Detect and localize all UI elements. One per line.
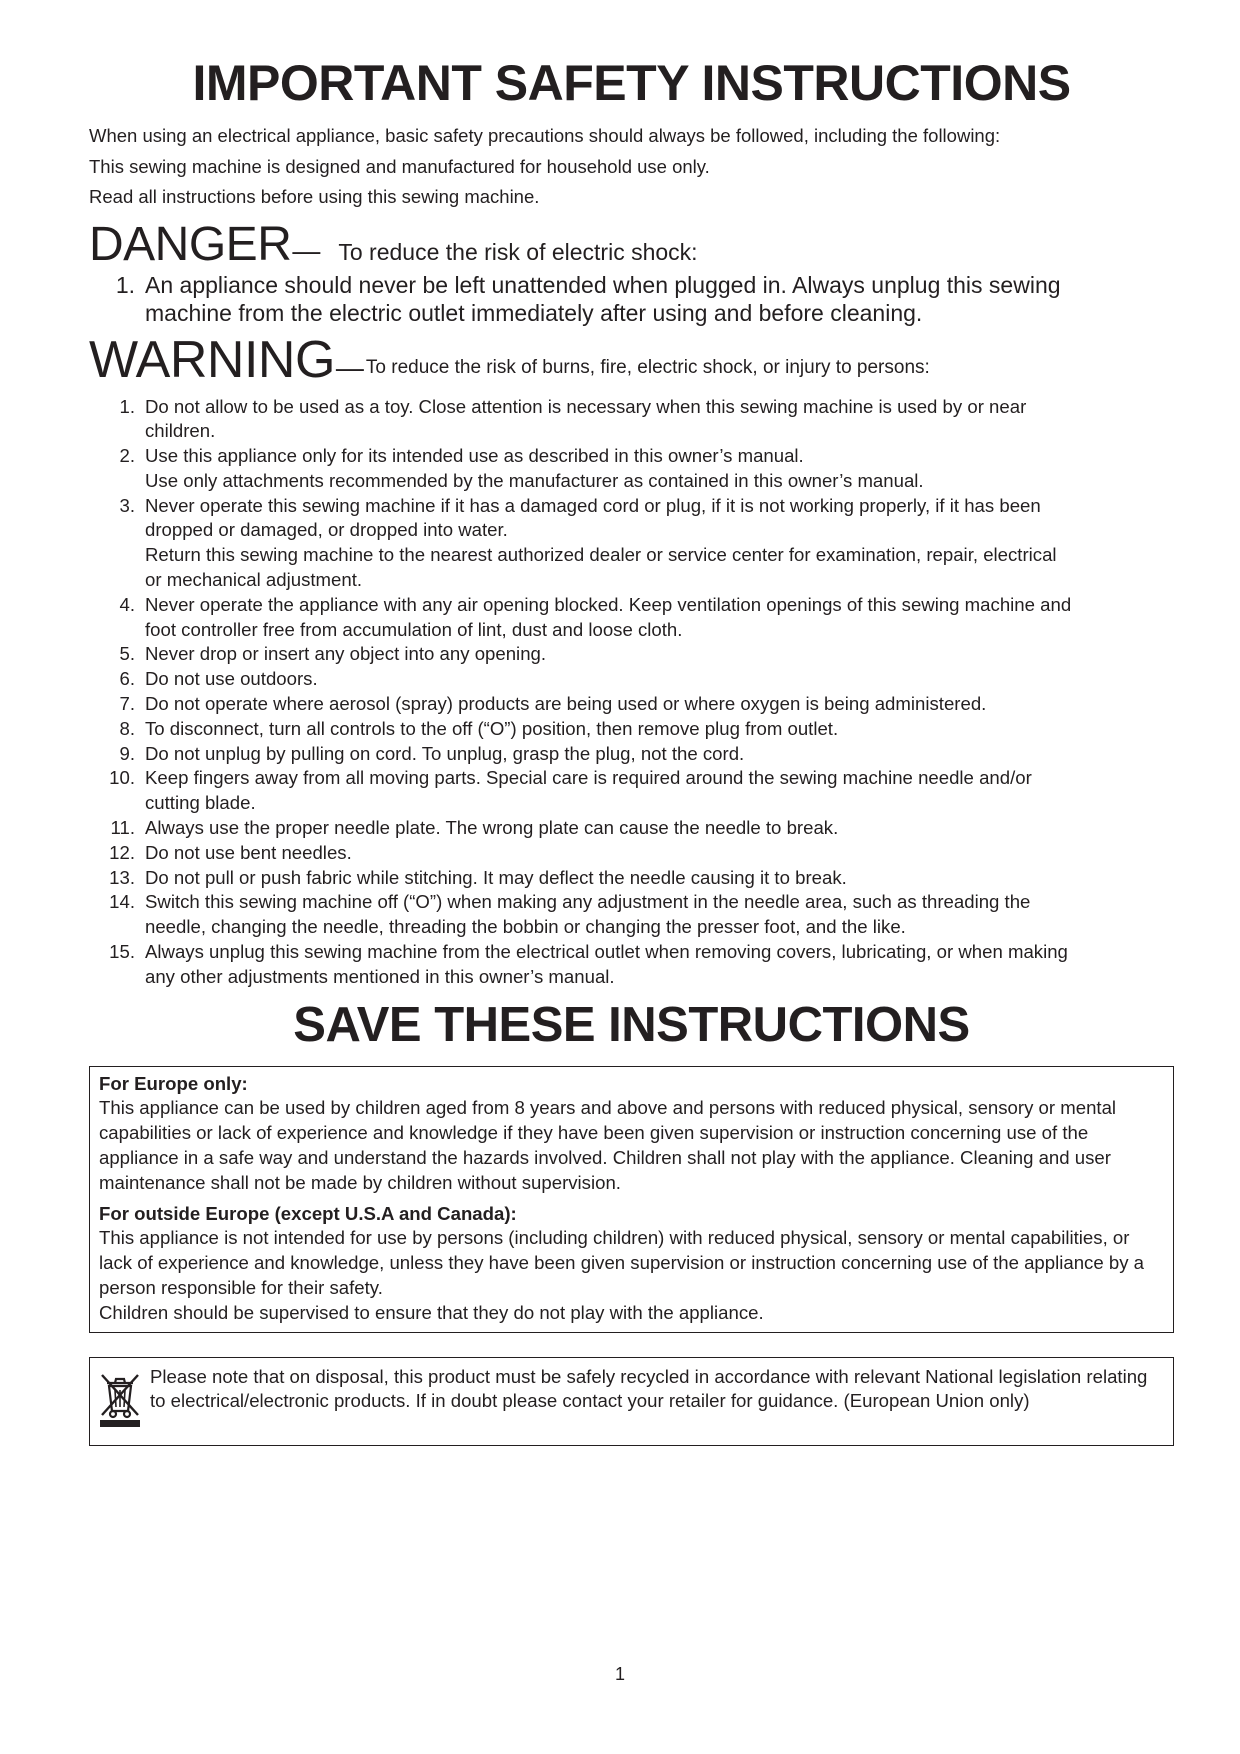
warning-item-line: Do not operate where aerosol (spray) products are being used or where oxygen is being administered. [145, 693, 987, 715]
crossed-out-wheelie-bin-icon [98, 1365, 150, 1436]
danger-heading: DANGER [89, 217, 292, 271]
warning-item-line: Always use the proper needle plate. The wrong plate can cause the needle to break. [145, 817, 839, 839]
warning-item-text [145, 866, 847, 891]
warning-item-text [145, 742, 744, 767]
warning-item-number: 9. [119, 742, 135, 764]
warning-item-text [145, 494, 1057, 593]
warning-item [89, 816, 1174, 841]
danger-list [89, 271, 1174, 327]
warning-item [89, 692, 1174, 717]
warning-item-text [145, 766, 1032, 816]
warning-item [89, 717, 1174, 742]
warning-item [89, 395, 1174, 445]
danger-lead: To reduce the risk of electric shock: [338, 238, 698, 265]
warning-item-number: 1. [119, 395, 135, 417]
warning-item-number: 4. [119, 593, 135, 615]
intro-line: This sewing machine is designed and manufactured for household use only. [89, 155, 710, 177]
warning-item-number: 13. [109, 866, 135, 888]
intro-section [89, 121, 1174, 213]
warning-heading-row [89, 331, 1174, 389]
warning-item-line: Do not unplug by pulling on cord. To unplug, grasp the plug, not the cord. [145, 742, 745, 764]
warning-item-number: 5. [119, 643, 135, 665]
warning-list [89, 395, 1174, 990]
document-page [89, 52, 1174, 1446]
warning-item-line: Never operate the appliance with any air opening blocked. Keep ventilation openings of this sewing machine and [145, 593, 1072, 615]
danger-item-text [145, 271, 1061, 327]
warning-item [89, 940, 1174, 990]
warning-item [89, 766, 1174, 816]
warning-item-line: Do not use bent needles. [145, 841, 352, 863]
danger-item [89, 271, 1174, 327]
warning-item-number: 2. [119, 445, 135, 467]
warning-item-text [145, 940, 1068, 990]
warning-item-text [145, 841, 352, 866]
warning-item-number: 7. [119, 693, 135, 715]
outside-europe-heading: For outside Europe (except U.S.A and Canada): [99, 1202, 517, 1224]
europe-notice-box [89, 1066, 1174, 1333]
disposal-notice-box [89, 1357, 1174, 1447]
warning-item-line: Always unplug this sewing machine from the electrical outlet when removing covers, lubricating, or when making [145, 941, 1068, 963]
warning-item-text [145, 667, 318, 692]
warning-item-line: Use only attachments recommended by the manufacturer as contained in this owner’s manual. [145, 469, 924, 491]
warning-item-text [145, 692, 986, 717]
warning-item-number: 10. [109, 767, 135, 789]
intro-line: When using an electrical appliance, basic safety precautions should always be followed, including the following: [89, 125, 1001, 146]
warning-item-line: any other adjustments mentioned in this owner’s manual. [145, 965, 615, 987]
warning-item-number: 11. [110, 817, 135, 839]
europe-text: This appliance can be used by children aged from 8 years and above and persons with reduced physical, sensory or mental capabilities or lack of experience and knowledge if they have been given supervision or instruction concerning use of the appliance in a safe way and understand the hazards involved. Children shall not play with the appliance. Cleaning and user maintenance shall not be made by children without supervision. [99, 1097, 1117, 1193]
warning-item [89, 593, 1174, 643]
warning-item-text [145, 816, 838, 841]
warning-dash: — [335, 351, 364, 383]
warning-lead: To reduce the risk of burns, fire, electric shock, or injury to persons: [365, 356, 930, 378]
warning-item [89, 642, 1174, 667]
warning-item-number: 14. [109, 891, 135, 913]
warning-item [89, 841, 1174, 866]
warning-item [89, 890, 1174, 940]
warning-item [89, 667, 1174, 692]
warning-item-line: Do not pull or push fabric while stitching. It may deflect the needle causing it to break. [145, 866, 847, 888]
warning-item-line: Keep fingers away from all moving parts. Special care is required around the sewing machine needle and/or [145, 767, 1032, 789]
outside-europe-text-2: Children should be supervised to ensure that they do not play with the appliance. [99, 1301, 764, 1323]
warning-item-text [145, 717, 838, 742]
danger-item-line: machine from the electric outlet immediately after using and before cleaning. [145, 299, 923, 326]
europe-heading: For Europe only: [99, 1072, 248, 1094]
warning-item-text [145, 890, 1030, 940]
warning-item-number: 6. [119, 668, 135, 690]
warning-item-text [145, 444, 924, 494]
warning-item-number: 3. [119, 494, 135, 516]
intro-line: Read all instructions before using this sewing machine. [89, 186, 540, 207]
warning-heading: WARNING [89, 330, 335, 389]
warning-item-line: foot controller free from accumulation of lint, dust and loose cloth. [145, 618, 683, 640]
danger-item-line: An appliance should never be left unattended when plugged in. Always unplug this sewing [145, 271, 1061, 298]
warning-item-line: Never operate this sewing machine if it has a damaged cord or plug, if it is not working properly, if it has been [145, 494, 1041, 516]
disposal-text: Please note that on disposal, this product must be safely recycled in accordance with relevant National legislation relating to electrical/electronic products. If in doubt please contact your retailer for guidance. (European Union only) [150, 1365, 1148, 1412]
warning-item [89, 742, 1174, 767]
warning-item-line: Switch this sewing machine off (“O”) when making any adjustment in the needle area, such as threading the [145, 891, 1031, 913]
warning-item-line: Return this sewing machine to the nearest authorized dealer or service center for examination, repair, electrical [145, 544, 1057, 566]
danger-item-number: 1. [115, 271, 135, 298]
warning-item-text [145, 593, 1071, 643]
warning-item-line: cutting blade. [145, 792, 256, 814]
warning-item-line: or mechanical adjustment. [145, 569, 363, 591]
warning-item-text [145, 642, 546, 667]
warning-item-number: 12. [109, 841, 135, 863]
warning-item-line: Do not allow to be used as a toy. Close attention is necessary when this sewing machine is used by or near [145, 395, 1027, 417]
warning-item-number: 15. [109, 941, 135, 963]
save-instructions-heading: SAVE THESE INSTRUCTIONS [293, 997, 970, 1052]
warning-item [89, 866, 1174, 891]
outside-europe-text: This appliance is not intended for use by persons (including children) with reduced physical, sensory or mental capabilities, or lack of experience and knowledge, unless they have been given supervision or instruction concerning use of the appliance by a person responsible for their safety. [99, 1227, 1145, 1298]
danger-dash: — [292, 234, 321, 266]
warning-item-line: needle, changing the needle, threading the bobbin or changing the presser foot, and the like. [145, 916, 906, 938]
warning-item-line: children. [145, 420, 216, 442]
warning-item [89, 444, 1174, 494]
page-number: 1 [614, 1664, 625, 1684]
warning-item-number: 8. [119, 717, 135, 739]
warning-item-line: Use this appliance only for its intended use as described in this owner’s manual. [145, 445, 804, 467]
warning-item-line: Do not use outdoors. [145, 668, 318, 690]
warning-item-text [145, 395, 1026, 445]
warning-item-line: Never drop or insert any object into any opening. [145, 643, 547, 665]
danger-heading-row [89, 219, 1174, 271]
warning-item [89, 494, 1174, 593]
warning-item-line: dropped or damaged, or dropped into water. [145, 519, 508, 541]
warning-item-line: To disconnect, turn all controls to the off (“O”) position, then remove plug from outlet. [145, 717, 839, 739]
page-title: IMPORTANT SAFETY INSTRUCTIONS [192, 55, 1071, 111]
